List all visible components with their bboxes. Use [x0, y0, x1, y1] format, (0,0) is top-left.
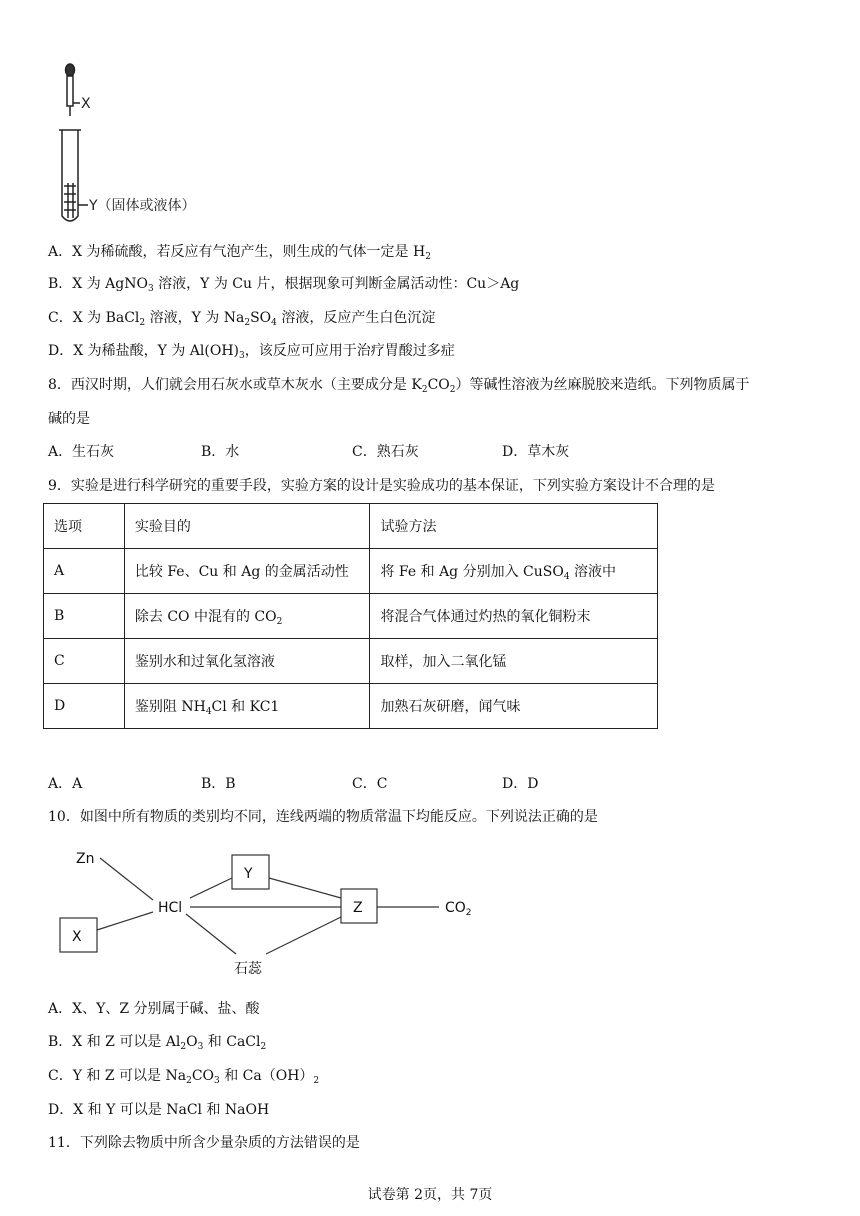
q7-option-a: A．X 为稀硫酸，若反应有气泡产生，则生成的气体一定是 $H_2$	[48, 244, 431, 262]
dropper-testtube-figure	[52, 58, 252, 228]
q9-option-b: B．B	[201, 776, 236, 792]
node-hcl: HCl	[158, 900, 183, 916]
table-cell-method: 将 Fe 和 Ag 分别加入 CuSO$_4$ 溶液中	[370, 549, 658, 594]
q10-option-b: B．X 和 Z 可以是 $Al_2O_3$ 和 CaCl$_2$	[48, 1034, 267, 1052]
label-x: X	[81, 96, 91, 112]
q10-option-d: D．X 和 Y 可以是 NaCl 和 NaOH	[48, 1102, 270, 1118]
q8-option-a: A．生石灰	[48, 444, 115, 460]
table-cell-purpose: 鉴别水和过氧化氢溶液	[124, 639, 370, 684]
table-cell-purpose: 比较 Fe、Cu 和 Ag 的金属活动性	[124, 549, 370, 594]
table-cell-purpose: 除去 CO 中混有的 $CO_2$	[124, 594, 370, 639]
table-row	[44, 684, 658, 729]
q7-option-c: C．X 为 BaCl$_2$ 溶液，Y 为 $Na_2SO_4$ 溶液，反应产生白色沉淀	[48, 310, 436, 328]
table-row	[44, 549, 658, 594]
table-cell-method: 将混合气体通过灼热的氧化铜粉末	[370, 594, 658, 639]
q11-stem: 11．下列除去物质中所含少量杂质的方法错误的是	[48, 1135, 360, 1151]
q9-options	[48, 774, 748, 794]
table-header-cell: 实验目的	[124, 504, 370, 549]
q9-option-d: D．D	[502, 776, 539, 792]
node-litmus: 石蕊	[234, 961, 262, 977]
node-x: X	[72, 929, 82, 945]
node-co2: $CO_2$	[445, 900, 472, 918]
node-y: Y	[244, 866, 253, 882]
test-tube-icon	[59, 130, 88, 221]
table-cell-method: 取样，加入二氧化锰	[370, 639, 658, 684]
node-z: Z	[353, 900, 363, 916]
label-y: Y（固体或液体）	[89, 198, 196, 214]
q8-option-b: B．水	[201, 444, 240, 460]
q8-options	[48, 442, 748, 462]
q10-option-a: A．X、Y、Z 分别属于碱、盐、酸	[48, 1001, 260, 1017]
table-cell-option: C	[44, 639, 125, 684]
table-cell-option: D	[44, 684, 125, 729]
table-cell-purpose: 鉴别阻 $NH_4Cl$ 和 KC1	[124, 684, 370, 729]
q8-option-c: C．熟石灰	[352, 444, 419, 460]
page-footer: 试卷第 2页，共 7页	[367, 1187, 493, 1203]
q7-option-b: B．X 为 AgNO$_3$ 溶液，Y 为 Cu 片，根据现象可判断金属活动性：Cu＞Ag	[48, 276, 520, 294]
q7-option-d: D．X 为稀盐酸，Y 为 $Al(OH)_3$，该反应可应用于治疗胃酸过多症	[48, 343, 455, 361]
table-row	[44, 594, 658, 639]
reaction-diagram	[40, 838, 500, 983]
table-header-cell: 试验方法	[370, 504, 658, 549]
table-header-row	[44, 504, 658, 549]
q10-option-c: C．Y 和 Z 可以是 $Na_2CO_3$ 和 $Ca(OH)_2$	[48, 1068, 320, 1086]
link-y-z	[269, 878, 341, 898]
node-zn: Zn	[76, 851, 95, 867]
dropper-icon	[66, 64, 81, 116]
q8-option-d: D．草木灰	[502, 444, 570, 460]
q9-table	[43, 503, 658, 729]
link-zn-hcl	[100, 858, 153, 900]
table-header-cell: 选项	[44, 504, 125, 549]
link-litmus-z	[266, 917, 341, 954]
q9-option-a: A．A	[48, 776, 83, 792]
table-cell-method: 加熟石灰研磨，闻气味	[370, 684, 658, 729]
q9-stem: 9．实验是进行科学研究的重要手段，实验方案的设计是实验成功的基本保证，下列实验方案设计不合理的是	[48, 478, 715, 494]
q8-stem: 8．西汉时期，人们就会用石灰水或草木灰水（主要成分是 $K_2CO_2$）等碱性溶液为丝麻脱胶来造纸。下列物质属于	[48, 377, 750, 395]
q9-option-c: C．C	[352, 776, 388, 792]
q10-stem: 10．如图中所有物质的类别均不同，连线两端的物质常温下均能反应。下列说法正确的是	[48, 809, 598, 825]
link-hcl-litmus	[186, 914, 236, 954]
q8-stem-cont: 碱的是	[48, 411, 90, 427]
table-cell-option: A	[44, 549, 125, 594]
link-hcl-y	[190, 878, 232, 898]
link-x-hcl	[97, 912, 153, 930]
table-row	[44, 639, 658, 684]
table-cell-option: B	[44, 594, 125, 639]
